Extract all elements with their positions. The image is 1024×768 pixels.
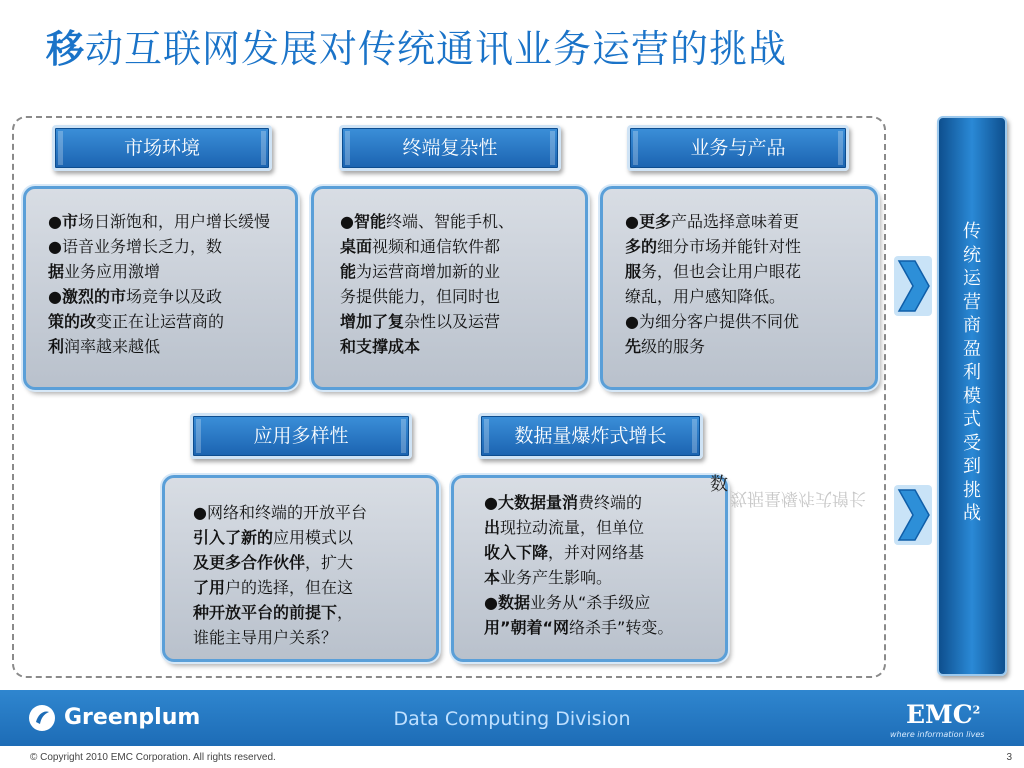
card-line: 服务，但也会让用户眼花 bbox=[625, 262, 802, 281]
side-conclusion-bar bbox=[937, 116, 1007, 676]
side-char: 利 bbox=[963, 362, 981, 383]
card-line: 了用户的选择，但在这 bbox=[193, 578, 354, 597]
card-line: 及更多合作伙伴，扩大 bbox=[193, 553, 354, 572]
card-business bbox=[600, 186, 878, 390]
card-line: 种开放平台的前提下， bbox=[193, 603, 354, 622]
division-label: Data Computing Division bbox=[393, 708, 631, 730]
copyright-text: © Copyright 2010 EMC Corporation. All rights reserved. bbox=[30, 752, 276, 763]
emc-tagline: where information lives bbox=[890, 730, 985, 739]
card-apps bbox=[162, 475, 439, 662]
card-line: ●数据业务从“杀手级应 bbox=[484, 593, 651, 612]
card-line: ●为细分客户提供不同优 bbox=[625, 312, 799, 331]
card-line: 多的细分市场并能针对性 bbox=[625, 237, 802, 256]
card-line: 本业务产生影响。 bbox=[484, 568, 613, 587]
card-data bbox=[451, 475, 728, 662]
card-line: ●市场日渐饱和，用户增长缓慢 bbox=[48, 212, 270, 231]
side-char: 统 bbox=[963, 244, 981, 266]
card-terminal bbox=[311, 186, 588, 390]
reflected-header-text: 数据量爆炸式增长 bbox=[730, 488, 866, 508]
card-line: ●激烈的市场竞争以及政 bbox=[48, 287, 222, 306]
card-line: ●更多产品选择意味着更 bbox=[625, 212, 799, 231]
header-market: 市场环境 bbox=[52, 125, 272, 171]
side-conclusion-text bbox=[939, 220, 1005, 526]
side-char: 模 bbox=[963, 385, 981, 407]
side-char: 受 bbox=[963, 432, 981, 454]
page-title: 移动互联网发展对传统通讯业务运营的挑战 bbox=[46, 27, 788, 71]
card-line: 据业务应用激增 bbox=[48, 262, 161, 281]
card-line: 引入了新的应用模式以 bbox=[193, 528, 354, 547]
overlapping-text-fragment: 数 bbox=[710, 474, 728, 495]
side-char: 战 bbox=[963, 503, 981, 524]
side-char: 挑 bbox=[963, 479, 981, 501]
chevron-right-icon bbox=[893, 255, 933, 317]
card-line: 缭乱，用户感知降低。 bbox=[625, 287, 786, 306]
header-apps: 应用多样性 bbox=[190, 413, 412, 459]
header-business: 业务与产品 bbox=[627, 125, 849, 171]
card-line: 用”朝着“网络杀手”转变。 bbox=[484, 618, 674, 637]
side-char: 传 bbox=[963, 221, 981, 242]
greenplum-brand: Greenplum bbox=[64, 705, 201, 730]
side-char: 式 bbox=[963, 409, 981, 430]
card-line: 策的改变正在让运营商的 bbox=[48, 312, 225, 331]
card-market bbox=[23, 186, 298, 390]
card-line: ●网络和终端的开放平台 bbox=[193, 503, 367, 522]
card-line: 能为运营商增加新的业 bbox=[340, 262, 501, 281]
card-line: ●大数据量消费终端的 bbox=[484, 493, 642, 512]
card-line: 谁能主导用户关系？ bbox=[193, 628, 338, 647]
side-char: 盈 bbox=[963, 338, 981, 360]
header-data: 数据量爆炸式增长 bbox=[478, 413, 703, 459]
card-line: 收入下降，并对网络基 bbox=[484, 543, 645, 562]
card-line: 和支撑成本 bbox=[340, 337, 421, 356]
chevron-right-icon bbox=[893, 484, 933, 546]
side-char: 营 bbox=[963, 291, 981, 313]
card-line: 利润率越来越低 bbox=[48, 337, 161, 356]
card-line: 增加了复杂性以及运营 bbox=[340, 312, 501, 331]
card-line: 务提供能力，但同时也 bbox=[340, 287, 501, 306]
card-line: 出现拉动流量，但单位 bbox=[484, 518, 645, 537]
card-line: ●语音业务增长乏力，数 bbox=[48, 237, 222, 256]
emc-logo: EMC$^2$ bbox=[906, 700, 981, 729]
header-terminal: 终端复杂性 bbox=[339, 125, 561, 171]
card-line: 先级的服务 bbox=[625, 337, 706, 356]
card-line: 桌面视频和通信软件都 bbox=[340, 237, 501, 256]
page-number: 3 bbox=[1006, 752, 1012, 763]
card-line: ●智能终端、智能手机、 bbox=[340, 212, 514, 231]
side-char: 运 bbox=[963, 268, 981, 289]
side-char: 商 bbox=[963, 315, 981, 336]
side-char: 到 bbox=[963, 456, 981, 477]
